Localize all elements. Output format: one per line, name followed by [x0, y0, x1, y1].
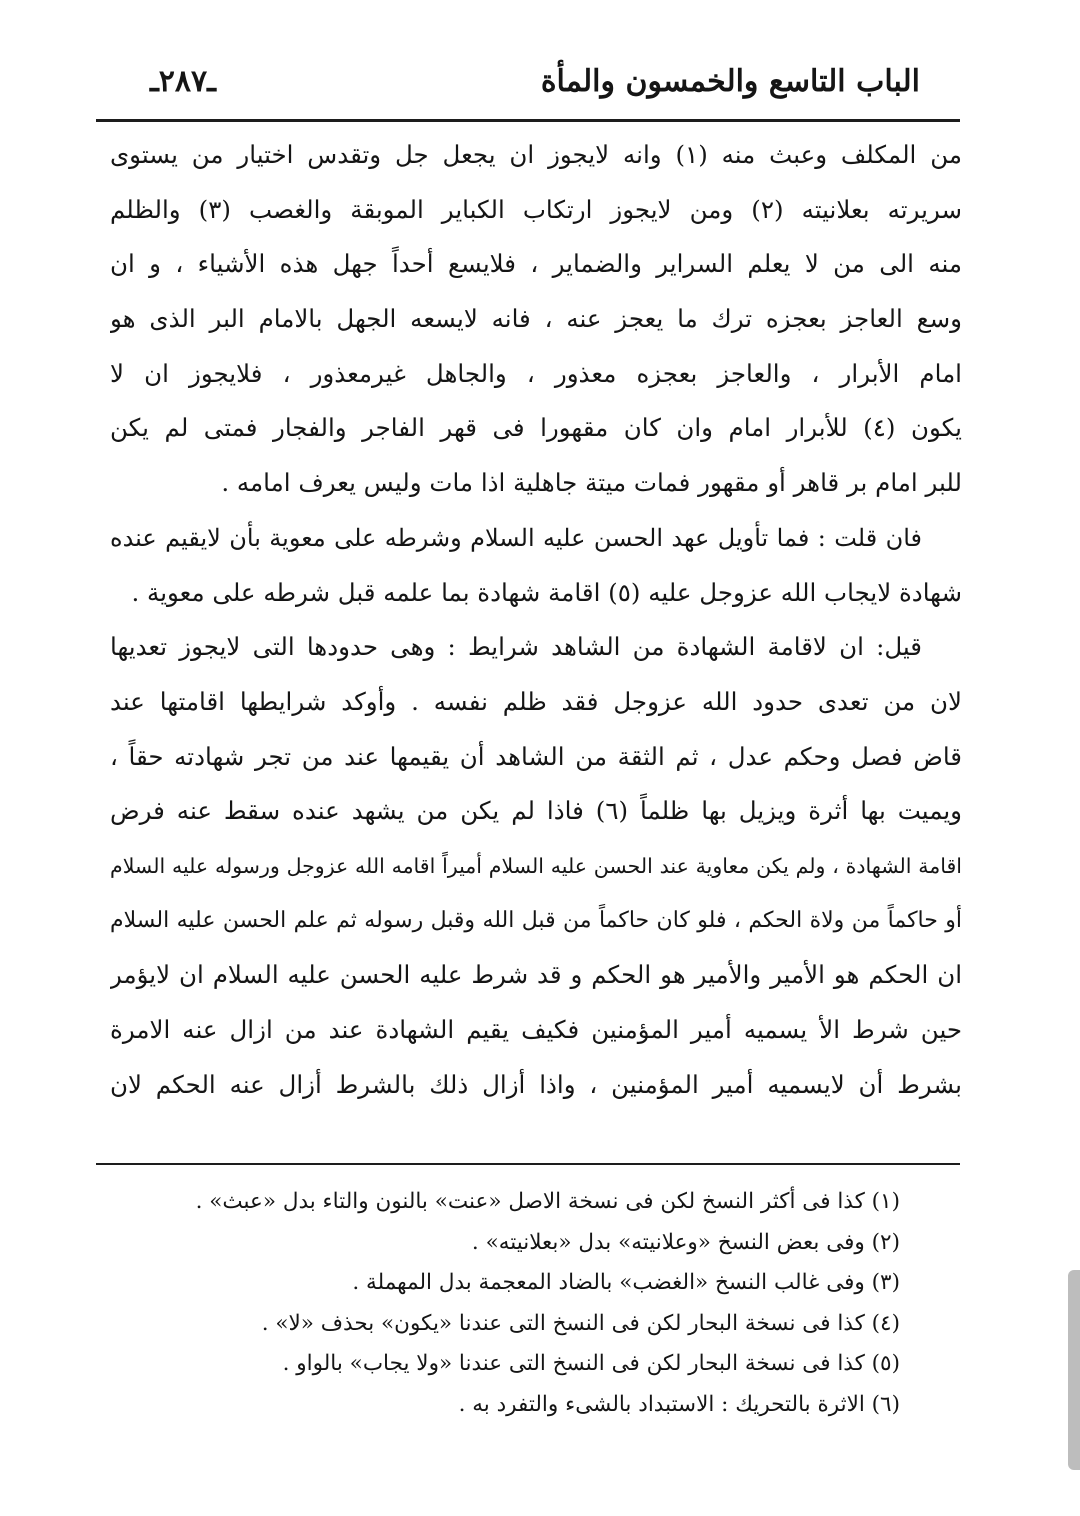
footnote: (٦) الاثرة بالتحريك : الاستبداد بالشىء والتفرد به . [458, 1391, 900, 1417]
footnote: (٤) كذا فى نسخة البحار لكن فى النسخ التى عندنا «يكون» بحذف «لا» . [261, 1310, 900, 1336]
body-line: ان الحكم هو الأمير والأمير هو الحكم و قد شرط عليه الحسن عليه السلام ان لايؤمر [110, 960, 962, 990]
body-line: فان قلت : فما تأويل عهد الحسن عليه السلام وشرطه على معوية بأن لايقيم عنده [110, 523, 922, 552]
body-line: حين شرط الأ يسميه أمير المؤمنين فكيف يقيم الشهادة عند من ازال عنه الامرة [110, 1015, 962, 1044]
body-line: اقامة الشهادة ، ولم يكن معاوية عند الحسن عليه السلام أميراً اقامه الله عزوجل ورسوله عليه السلام [110, 853, 962, 878]
page-header [150, 56, 920, 106]
body-line: ويميت بها أثرة ويزيل بها ظلماً (٦) فاذا لم يكن من يشهد عنده سقط عنه فرض [110, 796, 962, 826]
body-line: لان من تعدى حدود الله عزوجل فقد ظلم نفسه . وأوكد شرايطها اقامتها عند [110, 686, 962, 716]
body-line: قيل: ان لاقامة الشهادة من الشاهد شرايط : وهى حدودها التى لايجوز تعديها [110, 632, 922, 662]
body-line: منه الى من لا يعلم السراير والضماير ، فلايسع أحداً جهل هذه الأشياء ، و ان [110, 249, 962, 279]
footnote: (٣) وفى غالب النسخ «الغضب» بالضاد المعجمة بدل المهملة . [352, 1270, 900, 1295]
page-number: ـ٢٨٧ـ [150, 63, 216, 99]
body-line: بشرط أن لايسميه أمير المؤمنين ، واذا أزال ذلك بالشرط أزال عنه الحكم لان [110, 1069, 962, 1099]
footnote-divider [96, 1163, 960, 1165]
footnote: (١) كذا فى أكثر النسخ لكن فى نسخة الاصل «عنت» بالنون والتاء بدل «عبث» . [195, 1189, 900, 1214]
chapter-title: الباب التاسع والخمسون والمأة [540, 63, 920, 99]
footnotes [110, 1182, 900, 1425]
body-line: وسع العاجز بعجزه ترك ما يعجز عنه ، فانه لايسعه الجهل بالامام البر الذى هو [110, 304, 962, 334]
body-text [110, 128, 962, 1112]
body-line: امام الأبرار ، والعاجز بعجزه معذور ، والجاهل غيرمعذور ، فلايجوز ان لا [110, 358, 962, 388]
footnote: (٥) كذا فى نسخة البحار لكن فى النسخ التى عندنا «ولا يجاب» بالواو . [282, 1351, 900, 1376]
body-line: شهادة لايجاب الله عزوجل عليه (٥) اقامة شهادة بما علمه قبل شرطه على معوية . [131, 577, 962, 607]
body-line: سريرته بعلانيته (٢) ومن لايجوز ارتكاب الكباير الموبقة والغصب (٣) والظلم [110, 194, 962, 224]
body-line: للبر امام بر قاهر أو مقهور فمات ميتة جاهلية اذا مات وليس يعرف امامه . [221, 468, 962, 498]
scrollbar-thumb[interactable] [1068, 1270, 1080, 1470]
body-line: من المكلف وعبث منه (١) وانه لايجوز ان يجعل جل وتقدس اختيار من يستوى [110, 140, 962, 169]
body-line: أو حاكماً من ولاة الحكم ، فلو كان حاكماً من قبل الله وقبل رسوله ثم علم الحسن عليه السلام [110, 907, 962, 933]
body-line: يكون (٤) للأبرار امام وان كان مقهورا فى قهر الفاجر والفجار فمتى لم يكن [110, 413, 962, 443]
body-line: قاض فصل وحكم عدل ، ثم الثقة من الشاهد أن يقيمها عند من تجر شهادته حقاً ، [110, 741, 962, 771]
footnote: (٢) وفى بعض النسخ «وعلانيته» بدل «بعلانيته» . [471, 1229, 900, 1255]
header-divider [96, 119, 960, 122]
